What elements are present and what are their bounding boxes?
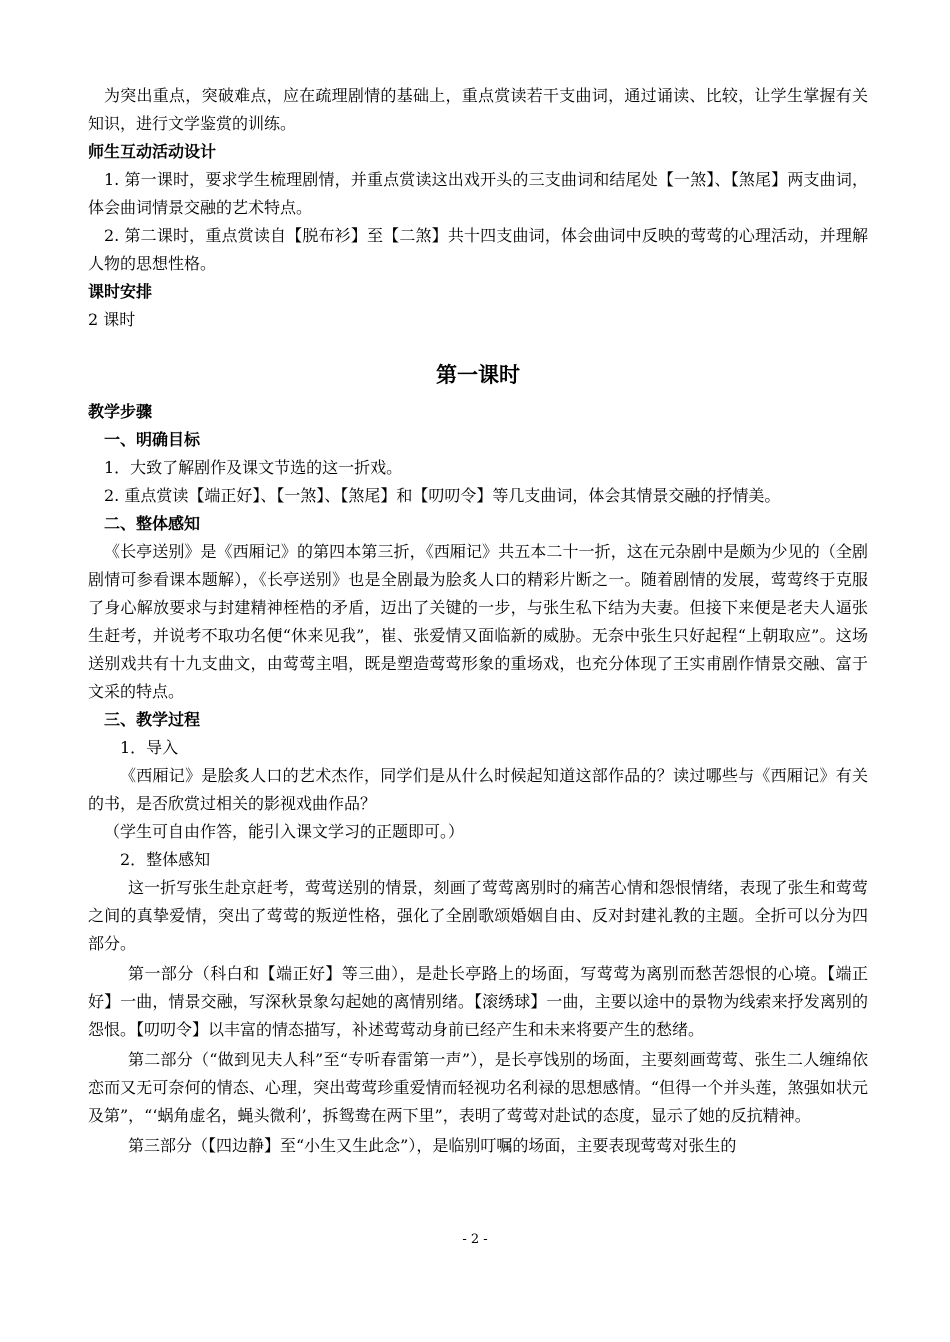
page-number: - 2 -	[462, 1232, 488, 1247]
part2-paragraph: 第二部分（“做到见夫人科”至“专听春雷第一声”），是长亭饯别的场面，主要刻画莺莺、张生二人缠绵依恋而又无可奈何的情态、心理，突出莺莺珍重爱情而轻视功名利禄的思想感情。“但得一个并头莲，煞强如状元及第”，“‘蜗角虚名，蝇头微利’，拆鸳鸯在两下里”，表明了莺莺对赴试的态度，显示了她的反抗精神。	[88, 1050, 868, 1125]
document-page	[88, 82, 868, 1160]
design-item-1: 1. 第一课时，要求学生梳理剧情，并重点赏读这出戏开头的三支曲词和结尾处【一煞】、【煞尾】两支曲词，体会曲词情景交融的艺术特点。	[88, 170, 868, 217]
lesson-title: 第一课时	[436, 363, 520, 387]
section3-heading: 三、教学过程	[104, 710, 201, 729]
design-heading: 师生互动活动设计	[88, 142, 217, 161]
step2-paragraph: 这一折写张生赴京赶考，莺莺送别的情景，刻画了莺莺离别时的痛苦心情和怨恨情绪，表现了张生和莺莺之间的真挚爱情，突出了莺莺的叛逆性格，强化了全剧歌颂婚姻自由、反对封建礼教的主题。全折可以分为四部分。	[88, 878, 868, 953]
step1-paragraph: 《西厢记》是脍炙人口的艺术杰作，同学们是从什么时候起知道这部作品的？读过哪些与《西厢记》有关的书，是否欣赏过相关的影视戏曲作品？	[88, 766, 868, 813]
part1-paragraph: 第一部分（科白和【端正好】等三曲），是赴长亭路上的场面，写莺莺为离别而愁苦怨恨的心境。【端正好】一曲，情景交融，写深秋景象勾起她的离情别绪。【滚绣球】一曲，主要以途中的景物为线索来抒发离别的怨恨。【叨叨令】以丰富的情态描写，补述莺莺动身前已经产生和未来将要产生的愁绪。	[88, 964, 868, 1039]
section2-heading: 二、整体感知	[104, 514, 201, 533]
design-item-2: 2. 第二课时，重点赏读自【脱布衫】至【二煞】共十四支曲词，体会曲词中反映的莺莺的心理活动，并理解人物的思想性格。	[88, 226, 868, 273]
step1-label: 1．导入	[120, 738, 179, 757]
schedule-value: 2 课时	[88, 310, 136, 329]
section1-heading: 一、明确目标	[104, 430, 201, 449]
part3-paragraph: 第三部分（【四边静】至“小生又生此念”），是临别叮嘱的场面，主要表现莺莺对张生的	[128, 1136, 737, 1155]
step2-label: 2．整体感知	[120, 850, 211, 869]
steps-heading: 教学步骤	[88, 402, 153, 421]
section1-item-1: 1．大致了解剧作及课文节选的这一折戏。	[104, 458, 403, 477]
schedule-heading: 课时安排	[88, 282, 153, 301]
step1-note: （学生可自由作答，能引入课文学习的正题即可。）	[104, 822, 465, 841]
intro-paragraph: 为突出重点，突破难点，应在疏理剧情的基础上，重点赏读若干支曲词，通过诵读、比较，让学生掌握有关知识，进行文学鉴赏的训练。	[88, 86, 868, 133]
section2-paragraph: 《长亭送别》是《西厢记》的第四本第三折，《西厢记》共五本二十一折，这在元杂剧中是颇为少见的（全剧剧情可参看课本题解），《长亭送别》也是全剧最为脍炙人口的精彩片断之一。随着剧情的发展，莺莺终于克服了身心解放要求与封建精神桎梏的矛盾，迈出了关键的一步，与张生私下结为夫妻。但接下来便是老夫人逼张生赶考，并说考不取功名便“休来见我”，崔、张爱情又面临新的威胁。无奈中张生只好起程“上朝取应”。这场送别戏共有十九支曲文，由莺莺主唱，既是塑造莺莺形象的重场戏，也充分体现了王实甫剧作情景交融、富于文采的特点。	[88, 542, 868, 701]
section1-item-2: 2. 重点赏读【端正好】、【一煞】、【煞尾】和【叨叨令】等几支曲词，体会其情景交融的抒情美。	[104, 486, 781, 505]
